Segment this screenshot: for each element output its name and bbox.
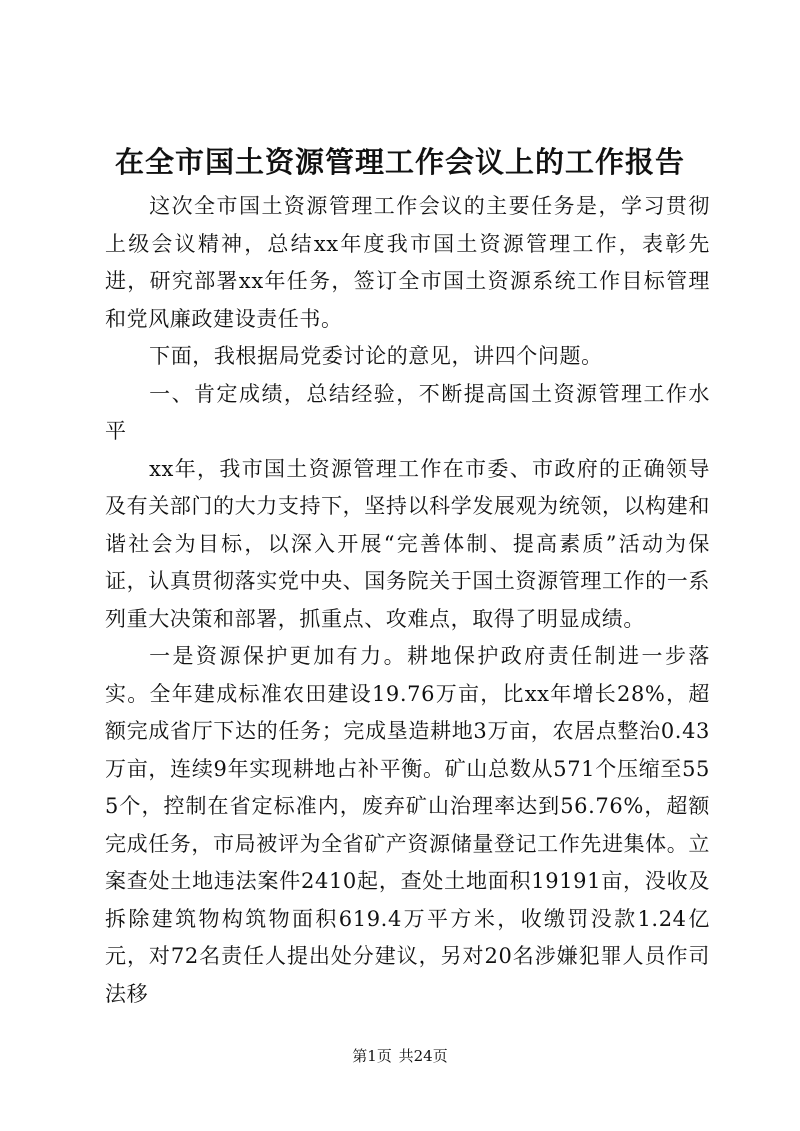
achievements-paragraph: xx年，我市国土资源管理工作在市委、市政府的正确领导及有关部门的大力支持下，坚持以科学发展观为统领，以构建和谐社会为目标，以深入开展“完善体制、提高素质”活动为保证，认真贯彻落实党中央、国务院关于国土资源管理工作的一系列重大决策和部署，抓重点、攻难点，取得了明显成绩。 [105,456,710,631]
intro-paragraph: 这次全市国土资源管理工作会议的主要任务是，学习贯彻上级会议精神，总结xx年度我市国土资源管理工作，表彰先进，研究部署xx年任务，签订全市国土资源系统工作目标管理和党风廉政建设责任书。 [105,194,710,331]
page-total: 共24页 [398,1047,448,1065]
page-number: 第1页 [352,1047,392,1065]
section-heading: 一、肯定成绩，总结经验，不断提高国土资源管理工作水平 [105,381,710,443]
document-title: 在全市国土资源管理工作会议上的工作报告 [114,145,685,179]
page-footer [0,1046,800,1066]
transition-paragraph: 下面，我根据局党委讨论的意见，讲四个问题。 [149,344,603,368]
document-body [105,188,710,1013]
resource-protection-paragraph: 一是资源保护更加有力。耕地保护政府责任制进一步落实。全年建成标准农田建设19.76万亩，比xx年增长28%，超额完成省厅下达的任务；完成垦造耕地3万亩，农居点整治0.43万亩，连续9年实现耕地占补平衡。矿山总数从571个压缩至555个，控制在省定标准内，废弃矿山治理率达到56.76%，超额完成任务，市局被评为全省矿产资源储量登记工作先进集体。立案查处土地违法案件2410起，查处土地面积19191亩，没收及拆除建筑物构筑物面积619.4万平方米，收缴罚没款1.24亿元，对72名责任人提出处分建议，另对20名涉嫌犯罪人员作司法移 [105,644,710,1006]
